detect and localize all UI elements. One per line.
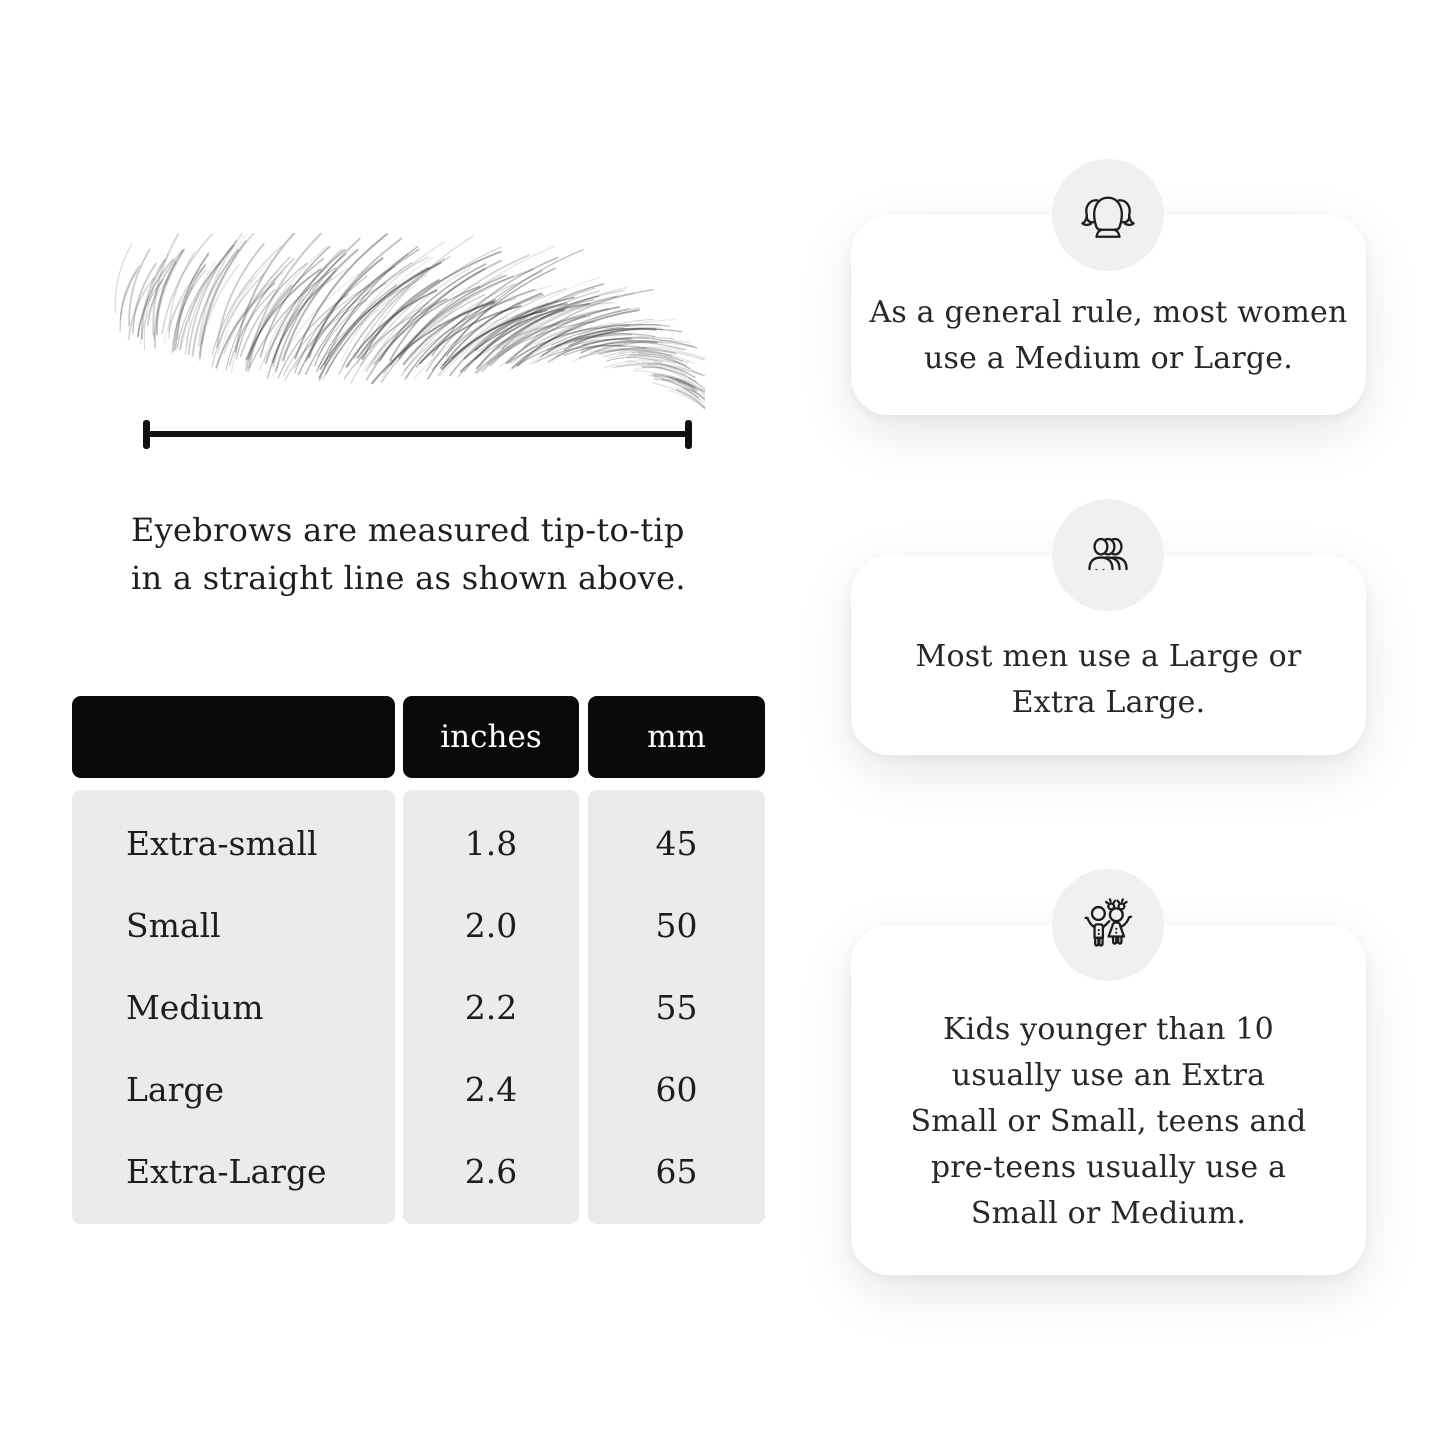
info-card-kids-text: [911, 1007, 1307, 1237]
text-line: pre-teens usually use a: [930, 1150, 1287, 1185]
text-line: Small or Small, teens and: [910, 1104, 1307, 1139]
table-cell-inches: 2.0: [464, 905, 518, 945]
table-cell-mm: 60: [655, 1069, 698, 1109]
women-icon-circle: [1052, 159, 1164, 271]
table-header-size: [72, 696, 395, 778]
table-cell-label: Extra-small: [126, 823, 318, 863]
kids-icon: [1076, 893, 1140, 957]
table-cell-label: Large: [126, 1069, 225, 1109]
table-cell-inches: 2.2: [464, 987, 518, 1027]
table-cell-label: Small: [126, 905, 221, 945]
men-icon-circle: [1052, 499, 1164, 611]
text-line: usually use an Extra: [951, 1058, 1266, 1093]
table-cell-inches: 2.4: [464, 1069, 518, 1109]
text-line: Small or Medium.: [970, 1196, 1247, 1231]
table-header-inches: inches: [403, 696, 579, 778]
table-cell-label: Medium: [126, 987, 264, 1027]
measurement-line: [146, 431, 689, 437]
table-header-mm: mm: [588, 696, 765, 778]
info-card-women-text: [869, 290, 1347, 382]
kids-icon-circle: [1052, 869, 1164, 981]
men-group-icon: [1076, 523, 1140, 587]
text-line: Most men use a Large or: [915, 639, 1302, 674]
boy: [1086, 907, 1110, 945]
table-cell-mm: 55: [655, 987, 698, 1027]
text-line: Extra Large.: [1011, 685, 1206, 720]
text-line: Kids younger than 10: [943, 1012, 1274, 1047]
measurement-line-right-cap: [685, 420, 692, 449]
text-line: in a straight line as shown above.: [131, 559, 686, 597]
measurement-line-left-cap: [143, 420, 150, 449]
text-line: Eyebrows are measured tip-to-tip: [131, 511, 685, 549]
text-line: As a general rule, most women: [869, 295, 1348, 330]
table-column-size-labels: [72, 790, 395, 1224]
table-cell-inches: 1.8: [464, 823, 518, 863]
table-cell-mm: 50: [655, 905, 698, 945]
measurement-caption: [131, 506, 686, 602]
women-group-icon: [1076, 183, 1140, 247]
table-column-mm-values: [588, 790, 765, 1224]
text-line: use a Medium or Large.: [924, 341, 1293, 376]
info-card-men-text: [916, 634, 1302, 726]
eyebrow-illustration: [105, 233, 705, 423]
table-column-inches-values: [403, 790, 579, 1224]
table-cell-label: Extra-Large: [126, 1151, 327, 1191]
table-cell-inches: 2.6: [464, 1151, 518, 1191]
table-cell-mm: 65: [655, 1151, 698, 1191]
table-cell-mm: 45: [655, 823, 698, 863]
